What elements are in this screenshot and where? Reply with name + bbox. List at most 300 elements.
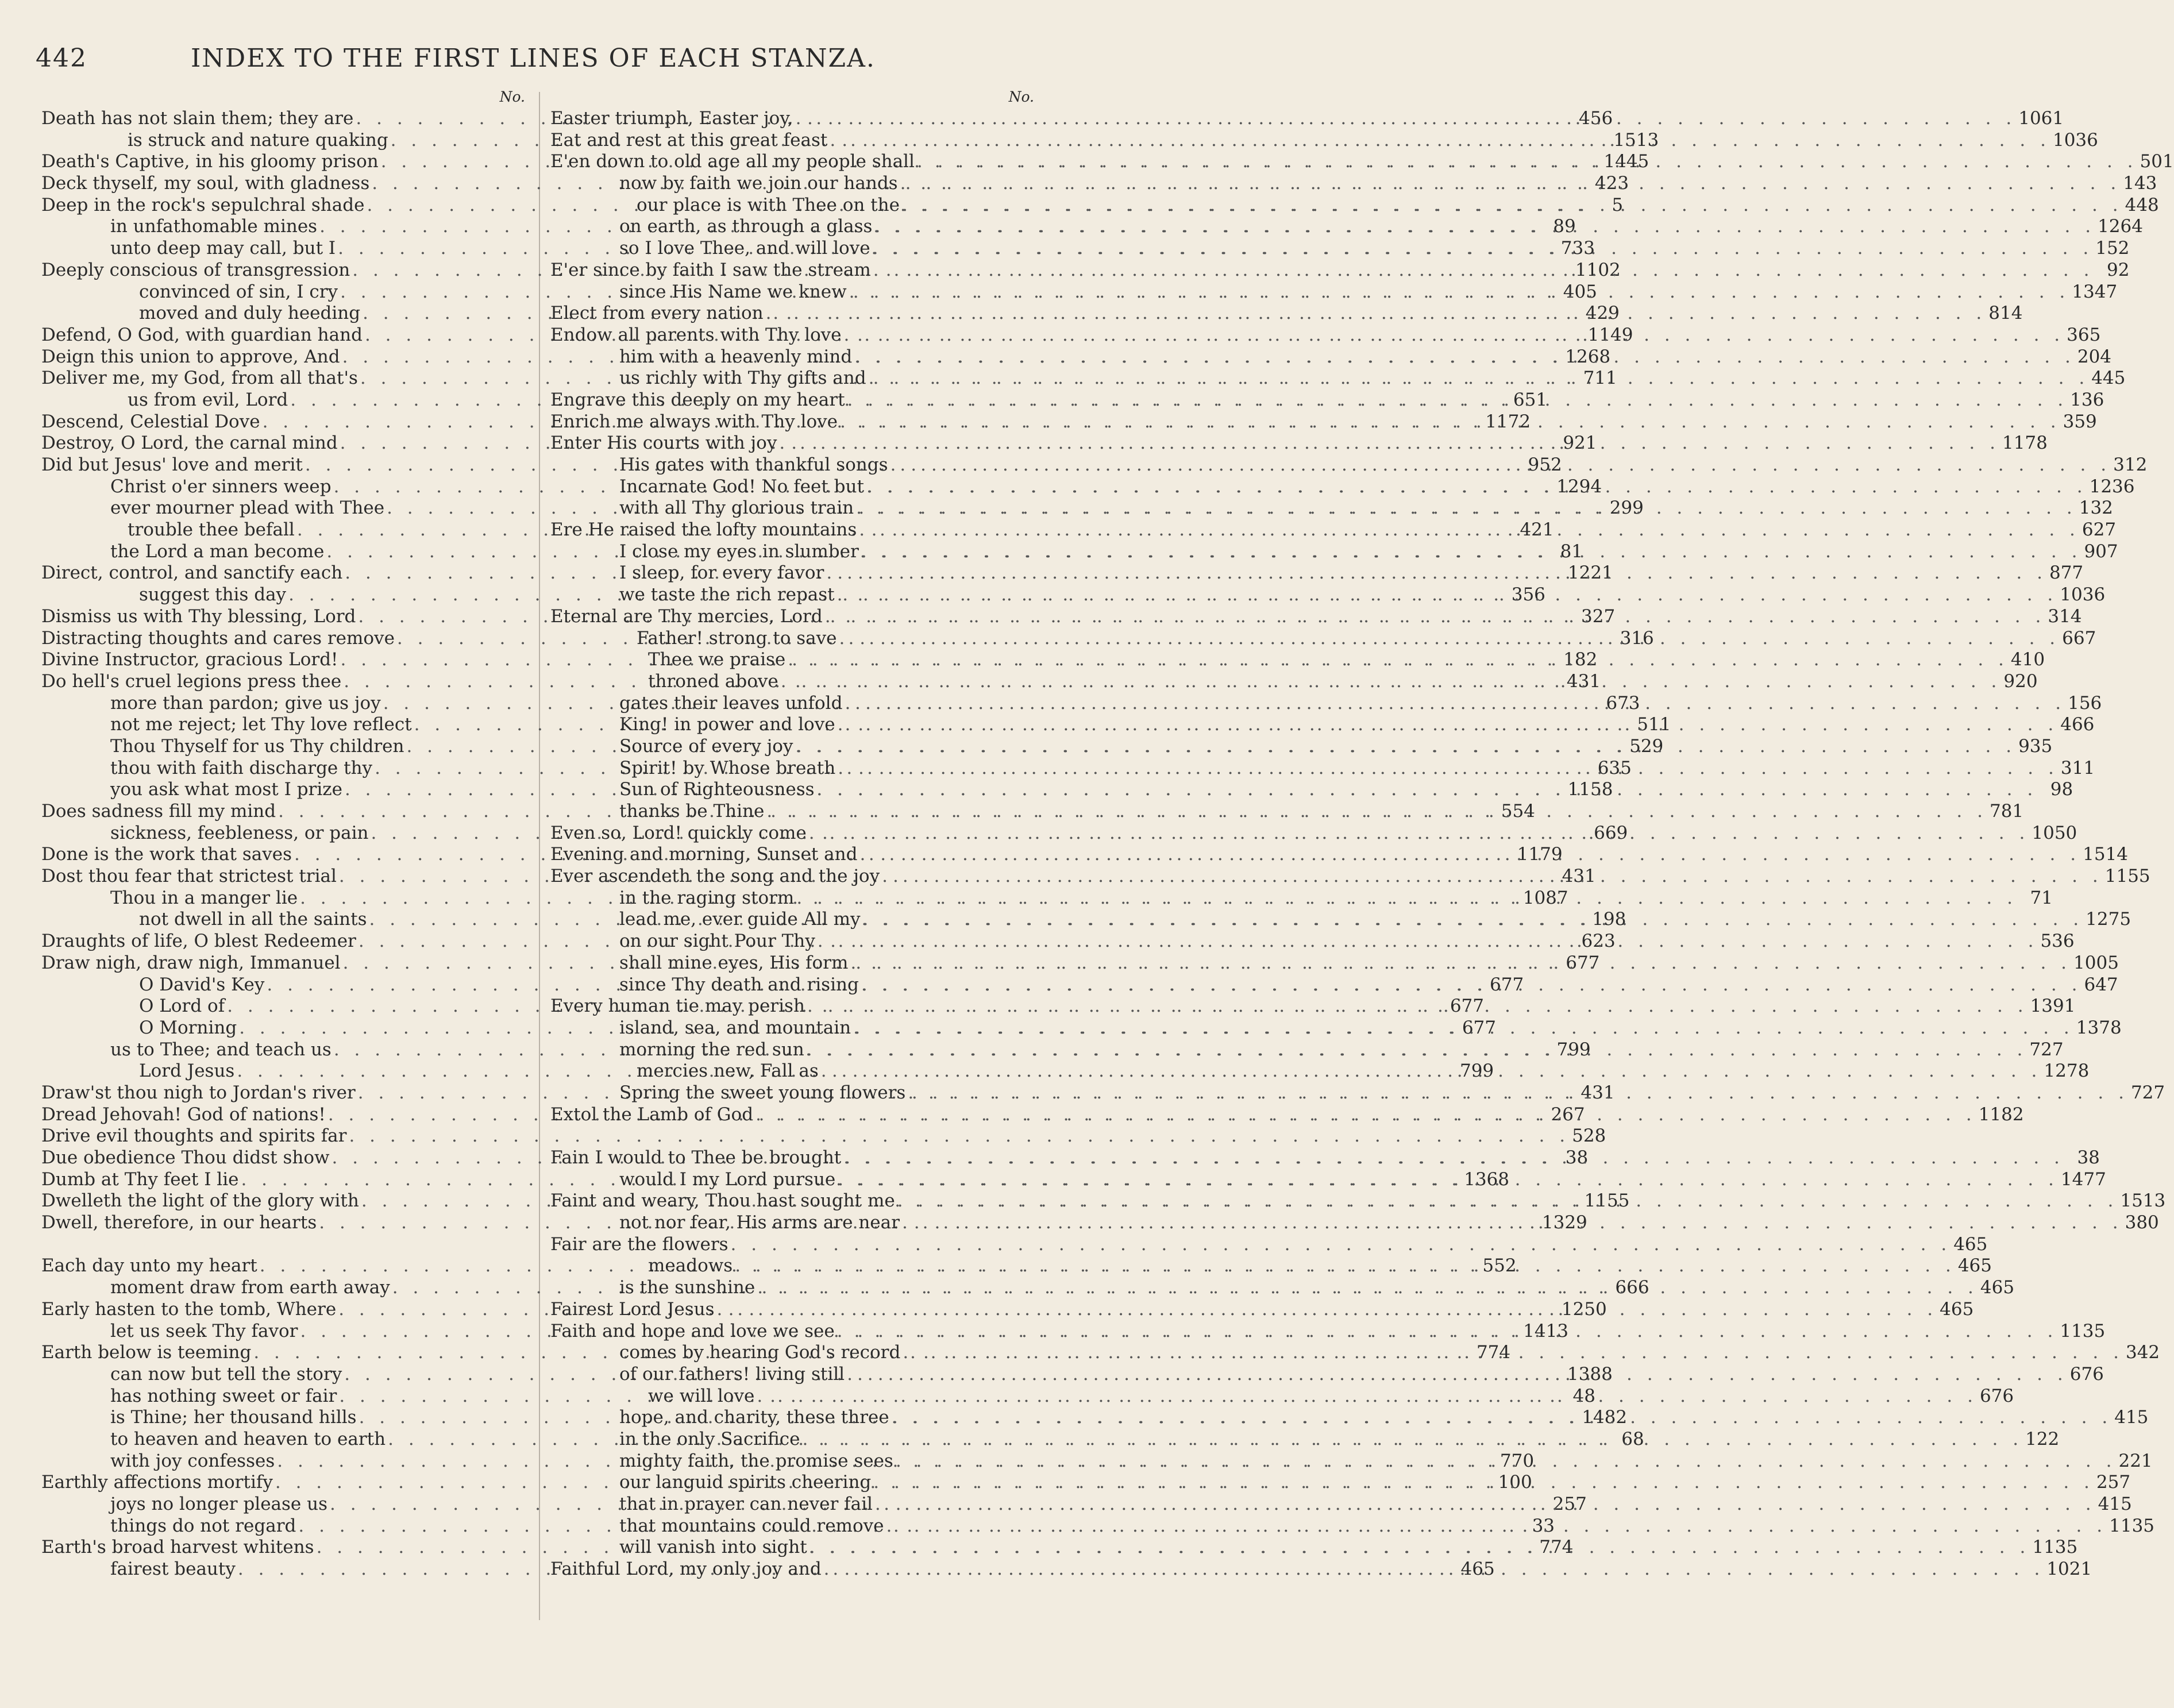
entry-first-line: Thee we praise <box>648 649 786 670</box>
entry-first-line: in the raging storm <box>619 887 795 908</box>
hymn-number: 198 <box>1592 909 1626 930</box>
hymn-number: 666 <box>1615 1277 1649 1298</box>
entry-first-line: Each day unto my heart <box>41 1255 257 1277</box>
leader-dots <box>785 649 2011 671</box>
leader-dots <box>819 1061 2044 1082</box>
entry-first-line: Death's Captive, in his gloomy prison <box>41 151 379 172</box>
entry-first-line: with all Thy glorious train <box>619 498 854 519</box>
leader-dots <box>838 411 2063 433</box>
entry-first-line: Dwell, therefore, in our hearts <box>41 1212 317 1233</box>
hymn-number: 952 <box>1528 454 1562 475</box>
entry-first-line: O David's Key <box>139 974 265 995</box>
hymn-number: 1329 <box>1541 1212 1587 1233</box>
hymn-number: 182 <box>1563 649 1598 670</box>
hymn-number: 676 <box>2069 1363 2104 1385</box>
entry-first-line: Deck thyself, my soul, with gladness <box>41 173 370 194</box>
entry-first-line: Endow all parents with Thy love <box>550 324 842 345</box>
hymn-number: 1388 <box>1567 1363 1613 1385</box>
entry-first-line: him with a heavenly mind <box>619 346 853 367</box>
entry-first-line: that in prayer can never fail <box>619 1494 873 1514</box>
entry-first-line: trouble thee befall <box>128 519 295 541</box>
entry-first-line: Eternal are Thy mercies, Lord <box>550 606 823 627</box>
entry-first-line: Fain I would to Thee be brought <box>550 1147 842 1168</box>
entry-first-line: things do not regard <box>110 1515 296 1536</box>
leader-dots <box>837 628 2063 650</box>
entry-first-line: Ever ascendeth the song and the joy <box>550 866 880 887</box>
leader-dots <box>835 1321 2060 1343</box>
entry-first-line: you ask what most I prize <box>110 779 342 800</box>
hymn-number: 1021 <box>2046 1559 2092 1580</box>
hymn-number: 1236 <box>2089 476 2135 497</box>
hymn-number: 136 <box>2070 389 2104 410</box>
entry-first-line: Engrave this deeply on my heart <box>550 389 845 410</box>
hymn-number: 673 <box>1606 692 1640 714</box>
page-title: INDEX TO THE FIRST LINES OF EACH STANZA. <box>191 44 876 73</box>
hymn-number: 528 <box>1572 1125 1606 1147</box>
entry-first-line: of our fathers! living still <box>619 1363 845 1385</box>
entry-first-line: Faithful Lord, my only joy and <box>550 1559 822 1580</box>
hymn-number: 529 <box>1629 735 1664 757</box>
hymn-number: 221 <box>2118 1450 2153 1471</box>
entry-first-line: not me reject; let Thy love reflect <box>110 714 412 735</box>
entry-first-line: moved and duly heeding <box>139 303 361 324</box>
entry-first-line: gates their leaves unfold <box>619 692 843 714</box>
hymn-number: 733 <box>1560 238 1595 259</box>
hymn-number: 1482 <box>1582 1407 1628 1428</box>
entry-first-line: convinced of sin, I cry <box>139 281 338 302</box>
hymn-number: 799 <box>1459 1061 1494 1082</box>
entry-first-line: hope, and charity, these three <box>619 1407 889 1428</box>
hymn-number: 1221 <box>1567 562 1613 584</box>
entry-first-line: let us seek Thy favor <box>110 1320 298 1341</box>
hymn-number: 405 <box>1563 281 1597 302</box>
hymn-number: 89 <box>1553 216 1576 237</box>
entry-first-line: Draughts of life, O blest Redeemer <box>41 931 356 952</box>
hymn-number: 1278 <box>2044 1061 2090 1082</box>
leader-dots <box>845 390 2071 411</box>
hymn-number: 669 <box>1594 822 1628 843</box>
hymn-number: 536 <box>2040 931 2075 952</box>
hymn-number: 365 <box>2067 324 2101 345</box>
hymn-number: 98 <box>2050 779 2073 800</box>
hymn-number: 677 <box>1462 1017 1496 1038</box>
hymn-number: 359 <box>2063 411 2097 432</box>
hymn-number: 1036 <box>2060 584 2106 606</box>
entry-first-line: island, sea, and mountain <box>619 1017 851 1038</box>
hymn-number: 267 <box>1551 1104 1585 1125</box>
entry-first-line: since Thy death and rising <box>619 974 859 995</box>
entry-first-line: so I love Thee, and will love <box>619 238 870 259</box>
hymn-number: 156 <box>2068 692 2102 714</box>
hymn-number: 727 <box>2029 1039 2064 1060</box>
section-gap <box>41 1234 530 1256</box>
hymn-number: 1155 <box>2104 866 2150 887</box>
hymn-number: 257 <box>1552 1494 1587 1514</box>
entry-first-line: Incarnate God! No feet but <box>619 476 864 497</box>
leader-dots <box>841 1147 2067 1169</box>
hymn-number: 342 <box>2125 1342 2160 1363</box>
entry-first-line: not nor fear, His arms are near <box>619 1212 900 1233</box>
entry-first-line: that mountains could remove <box>619 1515 884 1536</box>
leader-dots <box>895 1190 2121 1212</box>
hymn-number: 465 <box>1460 1559 1495 1580</box>
hymn-number: 1135 <box>2109 1515 2155 1536</box>
entry-first-line: Does sadness fill my mind <box>41 801 276 822</box>
hymn-number: 465 <box>1940 1298 1974 1320</box>
hymn-number: 935 <box>2018 735 2053 757</box>
hymn-number: 1050 <box>2032 822 2077 843</box>
leader-dots <box>845 1364 2070 1386</box>
hymn-number: 466 <box>2060 714 2095 735</box>
entry-first-line: Draw'st thou nigh to Jordan's river <box>41 1082 356 1103</box>
entry-first-line: now by faith we join our hands <box>619 173 898 194</box>
entry-first-line: is the sunshine <box>619 1277 755 1298</box>
hymn-number: 456 <box>1579 108 1613 129</box>
hymn-number: 501 <box>2140 151 2174 172</box>
hymn-number: 431 <box>1562 866 1596 887</box>
entry-first-line: His gates with thankful songs <box>619 454 888 475</box>
hymn-number: 204 <box>2077 346 2112 367</box>
entry-first-line: us from evil, Lord <box>128 389 288 410</box>
hymn-number: 711 <box>1583 368 1617 389</box>
entry-first-line: Every human tie may perish <box>550 996 805 1017</box>
entry-first-line: joys no longer please us <box>110 1494 328 1514</box>
hymn-number: 1182 <box>1978 1104 2024 1125</box>
entry-first-line: not dwell in all the saints <box>139 909 367 930</box>
entry-first-line: Deign this union to approve, And <box>41 346 340 367</box>
hymn-number: 1149 <box>1587 324 1633 345</box>
leader-dots <box>880 866 2105 888</box>
leader-dots <box>824 562 2049 584</box>
hymn-number: 415 <box>2098 1494 2132 1514</box>
leader-dots <box>804 1039 2030 1061</box>
hymn-number: 1477 <box>2060 1169 2106 1190</box>
hymn-number: 1158 <box>1567 779 1613 800</box>
entry-first-line: more than pardon; give us joy <box>110 692 381 714</box>
leader-dots <box>754 1386 1980 1408</box>
entry-first-line: mighty faith, the promise sees <box>619 1450 893 1471</box>
hymn-number: 68 <box>1621 1428 1644 1449</box>
hymn-number: 677 <box>1490 974 1524 995</box>
leader-dots <box>823 606 2048 628</box>
hymn-number: 1178 <box>2002 433 2048 454</box>
hymn-number: 48 <box>1572 1385 1595 1406</box>
hymn-number: 448 <box>2125 194 2159 215</box>
hymn-number: 38 <box>2077 1147 2100 1168</box>
entry-first-line: our place is with Thee on the <box>637 194 900 215</box>
entry-first-line: Fairest Lord Jesus <box>550 1298 715 1320</box>
leader-dots <box>859 974 2084 996</box>
hymn-number: 312 <box>2113 454 2148 475</box>
entry-first-line: Deep in the rock's sepulchral shade <box>41 194 365 215</box>
entry-first-line: Easter triumph, Easter joy, <box>550 108 793 129</box>
hymn-number: 921 <box>1563 433 1597 454</box>
entry-first-line: since His Name we knew <box>619 281 847 302</box>
leader-dots <box>915 151 2140 173</box>
leader-dots <box>835 584 2060 606</box>
leader-dots <box>898 173 2123 195</box>
entry-first-line: I close my eyes in slumber <box>619 541 859 562</box>
entry-first-line: Lord Jesus <box>139 1061 235 1082</box>
hymn-number: 1061 <box>2018 108 2064 129</box>
entry-first-line: suggest this day <box>139 584 287 606</box>
leader-dots <box>900 1212 2125 1234</box>
index-entry <box>550 1147 2100 1169</box>
leader-dots <box>889 1407 2115 1429</box>
number-column-label: No. <box>1008 88 1034 105</box>
hymn-number: 71 <box>2030 887 2053 908</box>
leader-dots <box>815 779 2040 801</box>
entry-first-line: us richly with Thy gifts and <box>619 368 866 389</box>
entry-first-line: Do hell's cruel legions press thee <box>41 670 342 692</box>
leader-dots <box>851 1017 2076 1039</box>
hymn-number: 667 <box>2062 627 2096 649</box>
entry-first-line: in unfathomable mines <box>110 216 318 237</box>
entry-first-line: Deliver me, my God, from all that's <box>41 368 358 389</box>
hymn-number: 1275 <box>2086 909 2131 930</box>
hymn-number: 1135 <box>2060 1320 2106 1341</box>
entry-first-line: Christ o'er sinners weep <box>110 476 332 497</box>
leader-dots <box>764 801 1990 823</box>
entry-first-line: Evening and morning, Sunset and <box>550 844 858 865</box>
hymn-number: 1347 <box>2072 281 2118 302</box>
entry-first-line: Death has not slain them; they are <box>41 108 354 129</box>
hymn-number: 33 <box>1532 1515 1555 1536</box>
hymn-number: 677 <box>1566 952 1600 973</box>
hymn-number: 356 <box>1511 584 1545 606</box>
entry-first-line: King! in power and love <box>619 714 835 735</box>
entry-first-line: meadows <box>648 1255 733 1277</box>
entry-first-line: Eat and rest at this great feast <box>550 129 828 151</box>
leader-dots <box>857 519 2082 541</box>
entry-first-line: Descend, Celestial Dove <box>41 411 260 432</box>
entry-first-line: with joy confesses <box>110 1450 275 1471</box>
entry-first-line: I sleep, for every favor <box>619 562 824 584</box>
index-entry <box>550 194 2159 217</box>
entry-first-line: Spirit! by Whose breath <box>619 757 836 778</box>
entry-first-line: Extol the Lamb of God <box>550 1104 754 1125</box>
entry-first-line: Earth below is teeming <box>41 1342 252 1363</box>
entry-first-line: has nothing sweet or fair <box>110 1385 337 1406</box>
entry-first-line: morning the red sun <box>619 1039 804 1060</box>
leader-dots <box>864 476 2090 498</box>
entry-first-line: unto deep may call, but I <box>110 238 336 259</box>
entry-first-line: Father! strong to save <box>637 627 837 649</box>
section-gap <box>550 1125 1039 1147</box>
leader-dots <box>835 714 2061 736</box>
entry-first-line: lead me, ever guide All my <box>619 909 861 930</box>
entry-first-line: Due obedience Thou didst show <box>41 1147 330 1168</box>
leader-dots <box>871 260 2096 282</box>
hymn-number: 1378 <box>2076 1017 2122 1038</box>
hymn-number: 1155 <box>1584 1190 1630 1212</box>
leader-dots <box>793 736 2018 758</box>
hymn-number: 316 <box>1620 627 1654 649</box>
leader-dots <box>827 130 2053 152</box>
entry-first-line: us to Thee; and teach us <box>110 1039 332 1060</box>
hymn-number: 1445 <box>1603 151 1649 172</box>
entry-first-line: Sun of Righteousness <box>619 779 815 800</box>
leader-dots <box>715 1299 1940 1321</box>
leader-dots <box>857 844 2083 866</box>
entry-first-line: Distracting thoughts and cares remove <box>41 627 395 649</box>
entry-first-line: will vanish into sight <box>619 1537 807 1558</box>
hymn-number: 774 <box>1539 1537 1574 1558</box>
entry-first-line: sickness, feebleness, or pain <box>110 822 369 843</box>
hymn-number: 676 <box>1979 1385 2014 1406</box>
leader-dots <box>893 1451 2119 1472</box>
leader-dots <box>847 282 2072 303</box>
leader-dots <box>870 238 2096 260</box>
hymn-number: 465 <box>1980 1277 2015 1298</box>
entry-first-line: Direct, control, and sanctify each <box>41 562 343 584</box>
leader-dots <box>861 909 2086 931</box>
leader-dots <box>848 953 2073 974</box>
hymn-number: 1513 <box>2120 1190 2166 1212</box>
entry-first-line: our languid spirits cheering <box>619 1472 872 1493</box>
entry-first-line: Dost thou fear that strictest trial <box>41 866 337 887</box>
leader-dots <box>852 346 2077 368</box>
hymn-number: 647 <box>2084 974 2118 995</box>
hymn-number: 727 <box>2130 1082 2165 1103</box>
hymn-number: 429 <box>1585 303 1620 324</box>
entry-first-line: we will love <box>648 1385 755 1406</box>
hymn-number: 907 <box>2084 541 2118 562</box>
entry-first-line: thanks be Thine <box>619 801 765 822</box>
leader-dots <box>815 931 2041 953</box>
hymn-number: 421 <box>1520 519 1554 541</box>
leader-dots <box>800 1429 2025 1451</box>
leader-dots <box>777 433 2002 454</box>
hymn-number: 1268 <box>1565 346 1611 367</box>
hymn-number: 1294 <box>1556 476 1602 497</box>
entry-first-line: Draw nigh, draw nigh, Immanuel <box>41 952 341 973</box>
hymn-number: 132 <box>2079 498 2113 519</box>
hymn-number: 1368 <box>1464 1169 1510 1190</box>
hymn-number: 410 <box>2010 649 2045 670</box>
hymn-number: 552 <box>1482 1255 1517 1277</box>
hymn-number: 635 <box>1597 757 1632 778</box>
hymn-number: 1179 <box>1517 844 1563 865</box>
entry-first-line: Early hasten to the tomb, Where <box>41 1298 337 1320</box>
entry-first-line: we taste the rich repast <box>619 584 835 606</box>
hymn-number: 770 <box>1500 1450 1535 1471</box>
hymn-number: 38 <box>1565 1147 1589 1168</box>
entry-first-line: on earth, as through a glass <box>619 216 873 237</box>
leader-dots <box>728 1234 1954 1256</box>
entry-first-line: E'er since by faith I saw the stream <box>550 259 871 280</box>
entry-first-line: ever mourner plead with Thee <box>110 498 385 519</box>
hymn-number: 1102 <box>1575 259 1621 280</box>
hymn-number: 1513 <box>1613 129 1659 151</box>
entry-first-line: Fair are the flowers <box>550 1233 728 1255</box>
entry-first-line: moment draw from earth away <box>110 1277 390 1298</box>
entry-first-line: Drive evil thoughts and spirits far <box>41 1125 347 1147</box>
leader-dots <box>900 195 2125 217</box>
leader-dots <box>807 823 2032 845</box>
leader-dots <box>871 1472 2096 1494</box>
entry-first-line: comes by hearing God's record <box>619 1342 901 1363</box>
entry-first-line: Enrich me always with Thy love <box>550 411 838 432</box>
entry-first-line: Dwelleth the light of the glory with <box>41 1190 359 1212</box>
hymn-number: 423 <box>1594 173 1629 194</box>
entry-first-line: Deeply conscious of transgression <box>41 259 350 280</box>
leader-dots <box>822 1559 2047 1580</box>
leader-dots <box>888 454 2113 476</box>
leader-dots <box>884 1516 2109 1537</box>
hymn-number: 431 <box>1566 670 1601 692</box>
hymn-number: 380 <box>2125 1212 2159 1233</box>
hymn-number: 1391 <box>2030 996 2076 1017</box>
leader-dots <box>753 1104 1979 1126</box>
entry-first-line: is struck and nature quaking <box>128 129 388 151</box>
hymn-number: 781 <box>1989 801 2024 822</box>
hymn-number: 152 <box>2095 238 2130 259</box>
entry-first-line: Spring the sweet young flowers <box>619 1082 906 1103</box>
entry-first-line: can now but tell the story <box>110 1363 342 1385</box>
hymn-number: 311 <box>2060 757 2095 778</box>
number-column-label: No. <box>499 88 525 105</box>
entry-first-line: the Lord a man become <box>110 541 325 562</box>
hymn-number: 143 <box>2123 173 2157 194</box>
entry-first-line: in the only Sacrifice <box>619 1428 800 1449</box>
hymn-number: 445 <box>2091 368 2126 389</box>
leader-dots <box>805 996 2030 1017</box>
entry-first-line: Done is the work that saves <box>41 844 292 865</box>
entry-first-line: Faith and hope and love we see <box>550 1320 835 1341</box>
leader-dots <box>900 1342 2126 1364</box>
hymn-number: 257 <box>2096 1472 2131 1493</box>
leader-dots <box>854 498 2079 519</box>
leader-dots <box>794 888 2019 909</box>
hymn-number: 774 <box>1476 1342 1511 1363</box>
hymn-number: 877 <box>2049 562 2084 584</box>
hymn-number: 799 <box>1556 1039 1591 1060</box>
entry-first-line: Earth's broad harvest whitens <box>41 1537 314 1558</box>
entry-first-line: Even so, Lord! quickly come <box>550 822 807 843</box>
entry-first-line: thou with faith discharge thy <box>110 757 373 778</box>
index-entry <box>550 1233 1988 1256</box>
hymn-number: 1135 <box>2032 1537 2078 1558</box>
hymn-number: 627 <box>2082 519 2117 541</box>
leader-dots <box>733 1255 1958 1277</box>
hymn-number: 465 <box>1953 1233 1988 1255</box>
entry-first-line: Earthly affections mortify <box>41 1472 273 1493</box>
entry-first-line: mercies new, Fall as <box>637 1061 819 1082</box>
page-number: 442 <box>36 44 87 73</box>
index-entry <box>41 1125 1606 1147</box>
page-header <box>36 44 897 78</box>
hymn-number: 1413 <box>1523 1320 1569 1341</box>
leader-dots <box>764 303 1989 325</box>
entry-first-line: Defend, O God, with guardian hand <box>41 324 363 345</box>
entry-first-line: Enter His courts with joy <box>550 433 777 454</box>
leader-dots <box>778 671 2004 693</box>
entry-first-line: Divine Instructor, gracious Lord! <box>41 649 338 670</box>
entry-first-line: O Lord of <box>139 996 225 1017</box>
entry-first-line: Elect from every nation <box>550 303 764 324</box>
hymn-number: 814 <box>1988 303 2023 324</box>
hymn-number: 431 <box>1581 1082 1615 1103</box>
hymn-number: 299 <box>1609 498 1644 519</box>
hymn-number: 1172 <box>1485 411 1531 432</box>
entry-first-line: Dread Jehovah! God of nations! <box>41 1104 326 1125</box>
hymn-number: 920 <box>2003 670 2038 692</box>
hymn-number: 1514 <box>2083 844 2129 865</box>
hymn-number: 554 <box>1501 801 1535 822</box>
hymn-number: 5 <box>1612 194 1624 215</box>
entry-first-line: shall mine eyes, His form <box>619 952 849 973</box>
